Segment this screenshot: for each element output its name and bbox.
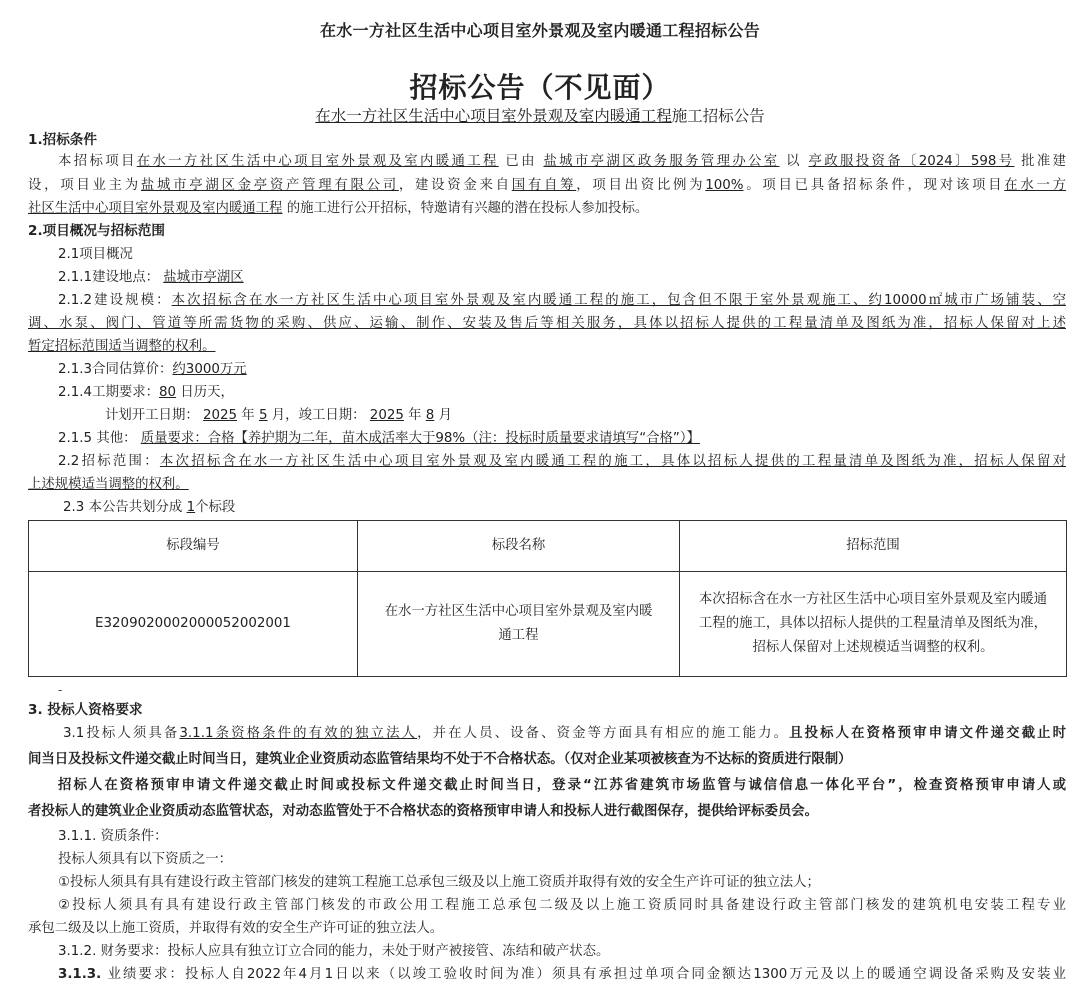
label: 2.1.4工期要求： [58,385,160,400]
sub-title [0,104,1080,126]
item-2-1-2 [58,289,1066,312]
item-2-2 [58,450,1066,473]
section-scope-cell: 本次招标含在水一方社区生活中心项目室外景观及室内暖通工程的施工，具体以招标人提供的工程量清单及图纸为准，招标人保留对上述规模适当调整的权利。 [680,572,1067,677]
label: 2.1.1建设地点： [58,270,160,285]
column-header: 标段名称 [358,521,680,572]
end-month: 8 [425,408,435,423]
item-2-1-5 [58,427,1066,450]
section-code-cell: E3209020002000052002001 [29,572,358,677]
item-2-1-2-cont: 调、水泵、阀门、管道等所需货物的采购、供应、运输、制作、安装及售后等相关服务，具体以招标人提供的工程量清单及图纸为准，招标人保留对上述 [28,316,1066,331]
label: 2.3 本公告共划分成 [63,500,183,515]
item-2-1: 2.1项目概况 [58,247,133,262]
project-name: 在水一方社区生活中心项目室外景观及室内暖通工程 [136,154,499,169]
s1-line-3 [28,197,1066,220]
label: 2.1.5 其他： [58,431,137,446]
approval-authority: 盐城市亭湖区政务服务管理办公室 [543,154,780,169]
quality-requirement: 质量要求：合格【养护期为二年，苗木成活率大于98%（注：投标时质量要求请填写“合格”）】 [140,431,700,446]
column-header: 招标范围 [680,521,1067,572]
scope-text: 本次招标含在水一方社区生活中心项目室外景观及室内暖通工程的施工，具体以招标人提供的工程量清单及图纸为准，招标人保留对 [159,454,1067,469]
s1-line-1 [28,150,1066,173]
text: 年 [241,408,255,423]
sub-title-rest: 施工招标公告 [671,107,765,125]
qualification-option-2-cont: 承包二级及以上施工资质，并取得有效的安全生产许可证的独立法人。 [28,921,444,936]
text: ，项目出资比例为 [576,178,706,193]
column-header: 标段编号 [29,521,358,572]
text: 设，项目业主为 [28,178,141,193]
text: 本招标项目 [58,154,137,169]
planned-dates [105,404,1066,427]
text: 业绩要求：投标人自2022年4月1日以来（以竣工验收时间为准）须具有承担过单项合同金额达1300万元及以上的暖通空调设备采购及安装业 [101,967,1066,982]
end-year: 2025 [369,408,404,423]
label: 2.1.2建设规模： [58,293,172,308]
separator-dash: - [58,683,63,697]
section-count: 1 [186,500,196,515]
item-2-1-4 [58,381,1066,404]
table-row [29,572,1067,677]
tender-section-table [28,520,1067,677]
item-2-3 [63,496,1066,519]
s1-line-2 [28,174,1066,197]
item-3-1-1: 3.1.1. 资质条件： [58,829,168,844]
text: 个标段 [195,500,236,515]
label: 2.1.3合同估算价： [58,362,173,377]
text: ，并在人员、设备、资金等方面具有相应的施工能力。 [417,726,790,741]
dynamic-check-para: 招标人在资格预审申请文件递交截止时间或投标文件递交截止时间当日，登录“江苏省建筑市场监管与诚信信息一体化平台”，检查资格预审申请人或 [58,778,1066,793]
text: 以 [786,154,802,169]
item-3-1-3 [58,963,1066,986]
text: 月 [438,408,452,423]
start-month: 5 [259,408,268,423]
qualification-option-2: ②投标人须具有具有建设行政主管部门核发的市政公用工程施工总承包二级及以上施工资质同时具备建设行政主管部门核发的建筑机电安装工程专业 [58,898,1066,913]
sub-title-project: 在水一方社区生活中心项目室外景观及室内暖通工程 [315,107,672,125]
label: 计划开工日期： [105,408,199,423]
item-3-1-2: 3.1.2. 财务要求：投标人应具有独立订立合同的能力，未处于财产被接管、冻结和破产状态。 [58,944,610,959]
qualification-ref: 3.1.1条资格条件的有效的独立法人 [179,726,418,741]
duration-days: 80 [159,385,177,400]
qualification-option-1: ①投标人须具有具有建设行政主管部门核发的建筑工程施工总承包三级及以上施工资质并取得有效的安全生产许可证的独立法人； [58,875,820,890]
text: 批准建 [1021,154,1066,169]
section-name-cell: 在水一方社区生活中心项目室外景观及室内暖通工程 [358,572,680,677]
label: 2.2招标范围： [58,454,160,469]
text: 。项目已具备招标条件，现对该项目 [743,178,1005,193]
approval-number: 亭政服投资备〔2024〕598号 [808,154,1015,169]
bold-text: 且投标人在资格预审申请文件递交截止时 [789,726,1067,741]
qualification-any: 投标人须具有以下资质之一： [58,852,233,867]
scale-text: 本次招标含在水一方社区生活中心项目室外景观及室内暖通工程的施工，包含但不限于室外景观施工、约10000㎡城市广场铺装、空 [171,293,1066,308]
project-name: 在水一方 [1004,178,1067,193]
construction-site: 盐城市亭湖区 [163,270,244,285]
project-owner: 盐城市亭湖区金亭资产管理有限公司 [140,178,399,193]
label: 3.1投标人须具备 [63,726,180,741]
item-3-1 [63,722,1066,745]
item-2-1-2-end: 暂定招标范围适当调整的权利。 [28,339,216,354]
text: 的施工进行公开招标，特邀请有兴趣的潜在投标人参加投标。 [286,201,649,216]
text: 月，竣工日期： [271,408,366,423]
text: 已由 [505,154,537,169]
text: 日历天， [180,385,234,400]
item-3-1-cont: 间当日及投标文件递交截止时间当日，建筑业企业资质动态监管结果均不处于不合格状态。（仅对企业某项被核查为不达标的资质进行限制） [28,752,852,767]
item-2-2-cont: 上述规模适当调整的权利。 [28,477,189,492]
item-2-1-3 [58,358,1066,381]
item-number: 3.1.3. [58,967,102,982]
table-header-row [29,521,1067,572]
text: ，建设资金来自 [398,178,512,193]
main-title: 招标公告（不见面） [409,71,671,104]
fund-source: 国有自筹 [511,178,577,193]
dynamic-check-para-cont: 者投标人的建筑业企业资质动态监管状态，对动态监管处于不合格状态的资格预审申请人和投标人进行截图保存，提供给评标委员会。 [28,804,819,819]
start-year: 2025 [203,408,238,423]
project-name: 社区生活中心项目室外景观及室内暖通工程 [28,201,283,216]
section-3-heading: 3. 投标人资格要求 [28,702,143,718]
text: 年 [408,408,422,423]
section-1-heading: 1.招标条件 [28,132,97,148]
contract-estimate: 约3000万元 [172,362,247,377]
section-2-heading: 2.项目概况与招标范围 [28,223,165,239]
funding-ratio: 100% [705,178,744,193]
page-header-title: 在水一方社区生活中心项目室外景观及室内暖通工程招标公告 [319,21,761,40]
item-2-1-1 [58,266,1066,289]
